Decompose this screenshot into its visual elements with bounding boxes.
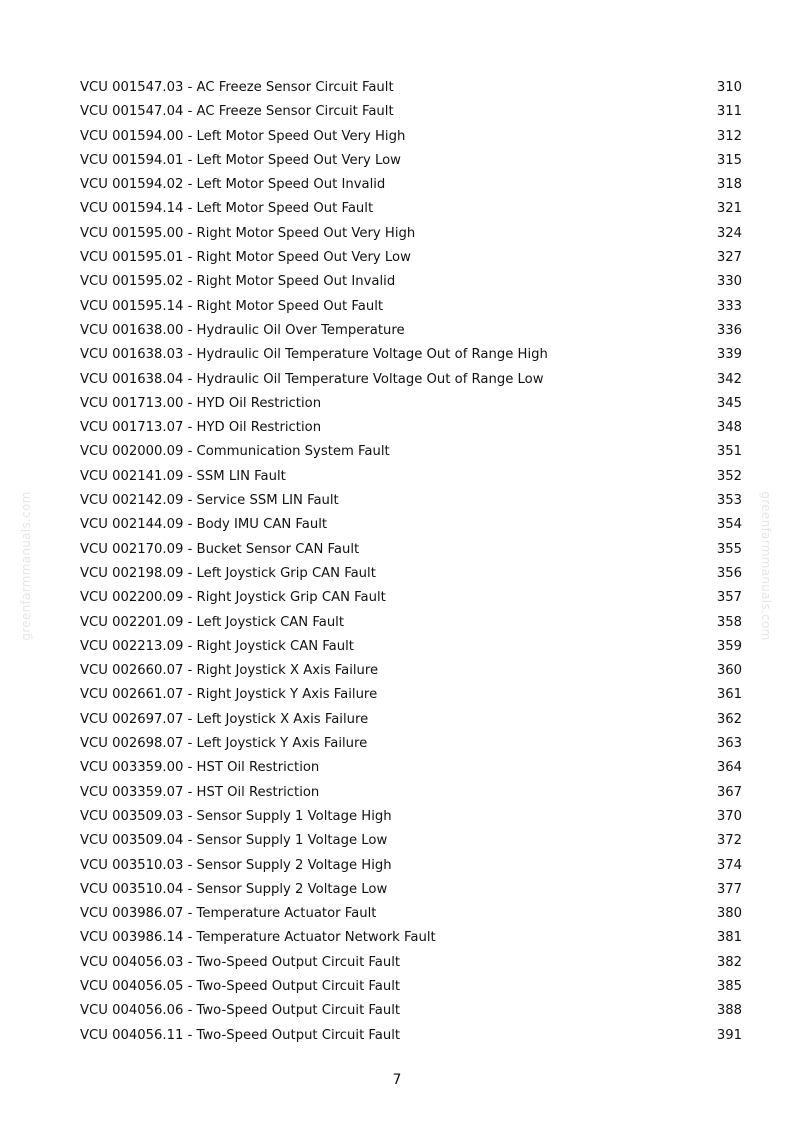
- toc-entry-title: VCU 002201.09 - Left Joystick CAN Fault: [80, 614, 345, 630]
- toc-entry[interactable]: [80, 683, 742, 707]
- toc-entry-page: 352: [716, 468, 742, 484]
- toc-entry-title: VCU 004056.06 - Two-Speed Output Circuit Fault: [80, 1003, 401, 1019]
- toc-entry-page: 311: [716, 104, 742, 120]
- toc-entry[interactable]: [80, 586, 742, 610]
- toc-entry-page: 377: [716, 881, 742, 897]
- toc-entry-page: 353: [716, 493, 742, 509]
- toc-entry[interactable]: [80, 125, 742, 149]
- toc-entry-page: 342: [716, 371, 742, 387]
- toc-entry-title: VCU 001594.00 - Left Motor Speed Out Very High: [80, 128, 406, 144]
- toc-entry-title: VCU 002200.09 - Right Joystick Grip CAN Fault: [80, 590, 386, 606]
- toc-entry[interactable]: [80, 805, 742, 829]
- table-of-contents: [80, 76, 742, 1048]
- toc-entry-page: 380: [716, 906, 742, 922]
- toc-entry-title: VCU 001713.07 - HYD Oil Restriction: [80, 420, 322, 436]
- toc-entry-title: VCU 001638.04 - Hydraulic Oil Temperature Voltage Out of Range Low: [80, 371, 544, 387]
- toc-entry-title: VCU 002000.09 - Communication System Fault: [80, 444, 390, 460]
- page-number: 7: [392, 1072, 402, 1088]
- toc-entry-title: VCU 001595.02 - Right Motor Speed Out Invalid: [80, 274, 396, 290]
- toc-entry-page: 336: [716, 322, 742, 338]
- toc-entry-title: VCU 002698.07 - Left Joystick Y Axis Failure: [80, 736, 368, 752]
- toc-entry-page: 321: [716, 201, 742, 217]
- toc-entry[interactable]: [80, 951, 742, 975]
- toc-entry[interactable]: [80, 538, 742, 562]
- toc-entry-title: VCU 003359.07 - HST Oil Restriction: [80, 784, 320, 800]
- toc-entry-title: VCU 001595.14 - Right Motor Speed Out Fault: [80, 298, 384, 314]
- toc-entry[interactable]: [80, 489, 742, 513]
- toc-entry-page: 315: [716, 152, 742, 168]
- toc-entry[interactable]: [80, 1024, 742, 1048]
- toc-entry-page: 360: [716, 663, 742, 679]
- toc-entry[interactable]: [80, 149, 742, 173]
- toc-entry-title: VCU 003986.14 - Temperature Actuator Network Fault: [80, 930, 436, 946]
- toc-entry[interactable]: [80, 999, 742, 1023]
- watermark-left: greenfarmmanuals.com: [19, 491, 33, 641]
- toc-entry-title: VCU 002170.09 - Bucket Sensor CAN Fault: [80, 541, 360, 557]
- toc-entry-page: 370: [716, 808, 742, 824]
- toc-entry-title: VCU 003359.00 - HST Oil Restriction: [80, 760, 320, 776]
- toc-entry[interactable]: [80, 270, 742, 294]
- toc-entry[interactable]: [80, 465, 742, 489]
- toc-entry-title: VCU 003510.04 - Sensor Supply 2 Voltage Low: [80, 881, 388, 897]
- toc-entry-page: 372: [716, 833, 742, 849]
- toc-entry-page: 382: [716, 954, 742, 970]
- toc-entry-page: 357: [716, 590, 742, 606]
- toc-entry-page: 363: [716, 736, 742, 752]
- toc-entry[interactable]: [80, 756, 742, 780]
- toc-entry-title: VCU 002697.07 - Left Joystick X Axis Failure: [80, 711, 369, 727]
- toc-entry-page: 385: [716, 978, 742, 994]
- toc-entry-page: 339: [716, 347, 742, 363]
- toc-entry-title: VCU 003509.04 - Sensor Supply 1 Voltage Low: [80, 833, 388, 849]
- toc-entry-title: VCU 002198.09 - Left Joystick Grip CAN Fault: [80, 565, 376, 581]
- toc-entry-title: VCU 001713.00 - HYD Oil Restriction: [80, 395, 322, 411]
- watermark-right: greenfarmmanuals.com: [759, 491, 773, 641]
- toc-entry-page: 310: [716, 80, 742, 95]
- toc-entry-page: 351: [716, 444, 742, 460]
- toc-entry-title: VCU 001594.01 - Left Motor Speed Out Very Low: [80, 152, 401, 168]
- toc-entry[interactable]: [80, 416, 742, 440]
- toc-entry-page: 345: [716, 395, 742, 411]
- toc-entry-title: VCU 001638.00 - Hydraulic Oil Over Temperature: [80, 322, 405, 338]
- toc-entry[interactable]: [80, 392, 742, 416]
- toc-entry-title: VCU 004056.05 - Two-Speed Output Circuit Fault: [80, 978, 401, 994]
- toc-entry-page: 358: [716, 614, 742, 630]
- toc-entry[interactable]: [80, 878, 742, 902]
- toc-entry[interactable]: [80, 513, 742, 537]
- toc-entry-title: VCU 001594.02 - Left Motor Speed Out Invalid: [80, 177, 386, 193]
- toc-entry-title: VCU 002213.09 - Right Joystick CAN Fault: [80, 638, 354, 654]
- toc-entry[interactable]: [80, 854, 742, 878]
- toc-entry[interactable]: [80, 76, 742, 100]
- toc-entry[interactable]: [80, 343, 742, 367]
- toc-entry-page: 355: [716, 541, 742, 557]
- toc-entry-page: 359: [716, 638, 742, 654]
- toc-entry[interactable]: [80, 319, 742, 343]
- toc-entry-title: VCU 001638.03 - Hydraulic Oil Temperature Voltage Out of Range High: [80, 347, 548, 363]
- toc-entry-title: VCU 002660.07 - Right Joystick X Axis Failure: [80, 663, 379, 679]
- toc-entry[interactable]: [80, 829, 742, 853]
- toc-entry[interactable]: [80, 781, 742, 805]
- toc-entry-title: VCU 001547.03 - AC Freeze Sensor Circuit Fault: [80, 80, 394, 95]
- toc-entry[interactable]: [80, 100, 742, 124]
- toc-entry-title: VCU 002661.07 - Right Joystick Y Axis Failure: [80, 687, 378, 703]
- toc-entry-page: 333: [716, 298, 742, 314]
- toc-entry-title: VCU 001547.04 - AC Freeze Sensor Circuit Fault: [80, 104, 394, 120]
- toc-entry-page: 324: [716, 225, 742, 241]
- toc-entry-title: VCU 001595.00 - Right Motor Speed Out Very High: [80, 225, 416, 241]
- toc-entry-title: VCU 001595.01 - Right Motor Speed Out Very Low: [80, 250, 411, 266]
- toc-entry-title: VCU 004056.11 - Two-Speed Output Circuit Fault: [80, 1027, 401, 1043]
- toc-entry[interactable]: [80, 246, 742, 270]
- toc-entry-page: 367: [716, 784, 742, 800]
- toc-entry-page: 354: [716, 517, 742, 533]
- toc-entry-page: 374: [716, 857, 742, 873]
- toc-entry-page: 361: [716, 687, 742, 703]
- toc-entry[interactable]: [80, 222, 742, 246]
- toc-entry-title: VCU 003986.07 - Temperature Actuator Fault: [80, 906, 377, 922]
- toc-entry-title: VCU 003509.03 - Sensor Supply 1 Voltage High: [80, 808, 392, 824]
- toc-entry[interactable]: [80, 368, 742, 392]
- toc-entry-title: VCU 004056.03 - Two-Speed Output Circuit Fault: [80, 954, 401, 970]
- toc-entry[interactable]: [80, 708, 742, 732]
- toc-entry-title: VCU 002144.09 - Body IMU CAN Fault: [80, 517, 328, 533]
- toc-entry-page: 364: [716, 760, 742, 776]
- toc-entry-title: VCU 003510.03 - Sensor Supply 2 Voltage High: [80, 857, 392, 873]
- toc-entry[interactable]: [80, 295, 742, 319]
- toc-entry[interactable]: [80, 635, 742, 659]
- toc-entry-title: VCU 002141.09 - SSM LIN Fault: [80, 468, 286, 484]
- toc-entry[interactable]: [80, 902, 742, 926]
- toc-entry[interactable]: [80, 659, 742, 683]
- toc-entry[interactable]: [80, 611, 742, 635]
- toc-entry-title: VCU 001594.14 - Left Motor Speed Out Fault: [80, 201, 374, 217]
- toc-entry-page: 318: [716, 177, 742, 193]
- toc-entry-page: 312: [716, 128, 742, 144]
- toc-entry[interactable]: [80, 197, 742, 221]
- toc-entry[interactable]: [80, 732, 742, 756]
- toc-entry-page: 362: [716, 711, 742, 727]
- toc-entry-page: 327: [716, 250, 742, 266]
- toc-entry[interactable]: [80, 975, 742, 999]
- toc-entry-page: 381: [716, 930, 742, 946]
- toc-entry-page: 330: [716, 274, 742, 290]
- toc-entry-page: 391: [716, 1027, 742, 1043]
- toc-entry-title: VCU 002142.09 - Service SSM LIN Fault: [80, 493, 339, 509]
- toc-entry[interactable]: [80, 440, 742, 464]
- toc-entry-page: 356: [716, 565, 742, 581]
- toc-entry-page: 388: [716, 1003, 742, 1019]
- toc-entry[interactable]: [80, 562, 742, 586]
- toc-entry-page: 348: [716, 420, 742, 436]
- toc-entry[interactable]: [80, 926, 742, 950]
- toc-entry[interactable]: [80, 173, 742, 197]
